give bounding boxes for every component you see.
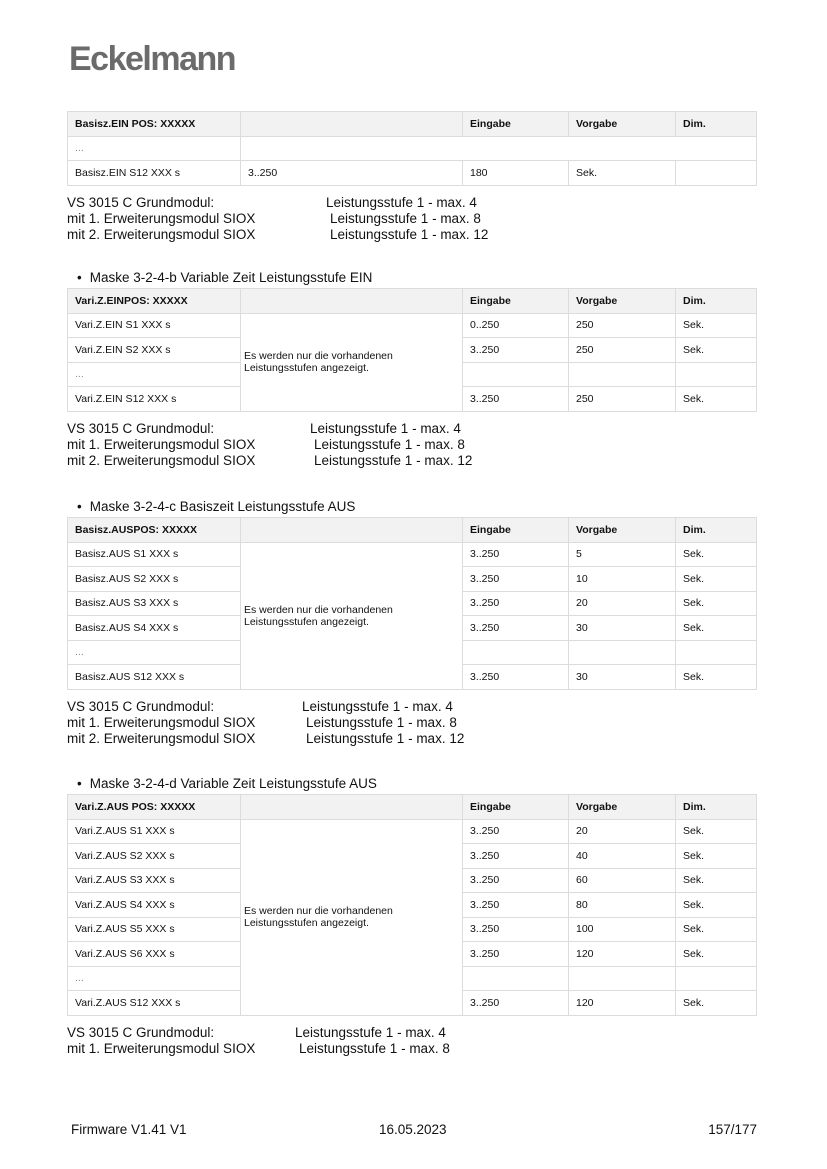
header-cell	[241, 518, 463, 543]
module-limit: Leistungsstufe 1 - max. 8	[299, 1040, 450, 1056]
note-cell: Es werden nur die vorhandenen Leistungsstufen angezeigt.	[241, 542, 463, 689]
mask-heading	[77, 270, 756, 284]
module-name: mit 1. Erweiterungsmodul SIOX	[67, 210, 256, 226]
footer-firmware: Firmware V1.41 V1	[71, 1122, 187, 1137]
module-notes	[67, 195, 756, 243]
dim-cell: Sek.	[676, 868, 757, 893]
module-notes	[67, 699, 756, 747]
table-header-row	[68, 518, 757, 543]
module-name: VS 3015 C Grundmodul:	[67, 1024, 215, 1040]
module-name: VS 3015 C Grundmodul:	[67, 698, 215, 714]
parameter-name: Vari.Z.AUS S2 XXX s	[68, 844, 241, 869]
module-limit: Leistungsstufe 1 - max. 12	[314, 452, 473, 468]
parameter-table	[67, 517, 757, 690]
module-note-line	[67, 421, 756, 437]
module-note-line	[67, 211, 756, 227]
section-3	[67, 499, 756, 747]
vorgabe-cell: 20	[569, 591, 676, 616]
vorgabe-cell	[569, 966, 676, 991]
row-ellipsis: ...	[68, 136, 241, 161]
dim-cell	[676, 966, 757, 991]
header-cell: Dim.	[676, 795, 757, 820]
vorgabe-cell	[569, 640, 676, 665]
module-name: mit 1. Erweiterungsmodul SIOX	[67, 436, 256, 452]
module-limit: Leistungsstufe 1 - max. 4	[302, 698, 453, 714]
vorgabe-cell	[569, 362, 676, 387]
module-limit: Leistungsstufe 1 - max. 4	[310, 420, 461, 436]
header-cell: Vorgabe	[569, 795, 676, 820]
vorgabe-cell: 250	[569, 338, 676, 363]
section-4	[67, 776, 756, 1057]
header-cell: Vari.Z.AUS POS: XXXXX	[68, 795, 241, 820]
parameter-table	[67, 794, 757, 1016]
mask-title: Maske 3-2-4-c Basiszeit Leistungsstufe AUS	[89, 499, 356, 514]
parameter-name: Vari.Z.AUS S12 XXX s	[68, 991, 241, 1016]
section-1	[67, 111, 756, 243]
row-ellipsis: ...	[68, 966, 241, 991]
dim-cell: Sek.	[676, 591, 757, 616]
header-cell: Dim.	[676, 112, 757, 137]
module-name: VS 3015 C Grundmodul:	[67, 194, 215, 210]
vorgabe-cell: 20	[569, 819, 676, 844]
module-note-line	[67, 195, 756, 211]
eingabe-cell: 0..250	[463, 313, 569, 338]
mask-heading	[77, 776, 756, 790]
dim-cell: Sek.	[676, 616, 757, 641]
cell	[676, 161, 757, 186]
eingabe-cell: 3..250	[463, 844, 569, 869]
header-cell: Vorgabe	[569, 112, 676, 137]
cell: Basisz.EIN S12 XXX s	[68, 161, 241, 186]
cell: 3..250	[241, 161, 463, 186]
module-name: VS 3015 C Grundmodul:	[67, 420, 215, 436]
header-cell: Eingabe	[463, 112, 569, 137]
module-limit: Leistungsstufe 1 - max. 12	[330, 226, 489, 242]
eingabe-cell: 3..250	[463, 917, 569, 942]
module-limit: Leistungsstufe 1 - max. 8	[330, 210, 481, 226]
dim-cell: Sek.	[676, 991, 757, 1016]
parameter-name: Vari.Z.AUS S1 XXX s	[68, 819, 241, 844]
table-row	[68, 161, 757, 186]
parameter-name: Vari.Z.AUS S4 XXX s	[68, 893, 241, 918]
header-cell: Dim.	[676, 518, 757, 543]
mask-heading	[77, 499, 756, 513]
parameter-name: Vari.Z.AUS S5 XXX s	[68, 917, 241, 942]
eingabe-cell	[463, 966, 569, 991]
cell: 180	[463, 161, 569, 186]
vorgabe-cell: 250	[569, 313, 676, 338]
eingabe-cell: 3..250	[463, 591, 569, 616]
header-cell: Basisz.EIN POS: XXXXX	[68, 112, 241, 137]
header-cell: Eingabe	[463, 289, 569, 314]
parameter-table	[67, 288, 757, 412]
eingabe-cell: 3..250	[463, 338, 569, 363]
module-notes	[67, 421, 756, 469]
vorgabe-cell: 60	[569, 868, 676, 893]
module-notes	[67, 1025, 756, 1057]
module-note-line	[67, 699, 756, 715]
eingabe-cell: 3..250	[463, 567, 569, 592]
vorgabe-cell: 100	[569, 917, 676, 942]
empty-cell	[241, 136, 757, 161]
row-ellipsis: ...	[68, 362, 241, 387]
eingabe-cell	[463, 640, 569, 665]
parameter-name: Vari.Z.EIN S12 XXX s	[68, 387, 241, 412]
module-limit: Leistungsstufe 1 - max. 8	[314, 436, 465, 452]
module-limit: Leistungsstufe 1 - max. 4	[326, 194, 477, 210]
vorgabe-cell: 40	[569, 844, 676, 869]
table-row	[68, 819, 757, 844]
vorgabe-cell: 10	[569, 567, 676, 592]
vorgabe-cell: 250	[569, 387, 676, 412]
module-name: mit 2. Erweiterungsmodul SIOX	[67, 730, 256, 746]
eingabe-cell: 3..250	[463, 819, 569, 844]
module-limit: Leistungsstufe 1 - max. 4	[295, 1024, 446, 1040]
parameter-name: Basisz.AUS S1 XXX s	[68, 542, 241, 567]
dim-cell: Sek.	[676, 338, 757, 363]
vorgabe-cell: 120	[569, 991, 676, 1016]
header-cell: Vorgabe	[569, 518, 676, 543]
mask-title: Maske 3-2-4-d Variable Zeit Leistungsstufe AUS	[89, 776, 377, 791]
header-cell	[241, 795, 463, 820]
module-note-line	[67, 227, 756, 243]
eingabe-cell: 3..250	[463, 942, 569, 967]
dim-cell: Sek.	[676, 819, 757, 844]
eingabe-cell: 3..250	[463, 616, 569, 641]
eingabe-cell: 3..250	[463, 893, 569, 918]
parameter-table	[67, 111, 757, 186]
eckelmann-logo: Eckelmann	[69, 40, 236, 78]
footer-date: 16.05.2023	[379, 1122, 447, 1137]
header-cell: Eingabe	[463, 518, 569, 543]
bullet-icon: •	[77, 270, 82, 285]
header-cell: Dim.	[676, 289, 757, 314]
vorgabe-cell: 80	[569, 893, 676, 918]
eingabe-cell: 3..250	[463, 542, 569, 567]
module-note-line	[67, 715, 756, 731]
header-cell: Basisz.AUSPOS: XXXXX	[68, 518, 241, 543]
dim-cell: Sek.	[676, 917, 757, 942]
dim-cell: Sek.	[676, 313, 757, 338]
header-cell: Vorgabe	[569, 289, 676, 314]
parameter-name: Vari.Z.AUS S6 XXX s	[68, 942, 241, 967]
eingabe-cell: 3..250	[463, 868, 569, 893]
eingabe-cell: 3..250	[463, 991, 569, 1016]
module-name: mit 2. Erweiterungsmodul SIOX	[67, 226, 256, 242]
parameter-name: Vari.Z.AUS S3 XXX s	[68, 868, 241, 893]
note-cell: Es werden nur die vorhandenen Leistungsstufen angezeigt.	[241, 313, 463, 411]
vorgabe-cell: 5	[569, 542, 676, 567]
header-cell: Vari.Z.EINPOS: XXXXX	[68, 289, 241, 314]
module-name: mit 1. Erweiterungsmodul SIOX	[67, 714, 256, 730]
dim-cell: Sek.	[676, 942, 757, 967]
table-header-row	[68, 112, 757, 137]
module-note-line	[67, 437, 756, 453]
table-header-row	[68, 795, 757, 820]
module-note-line	[67, 1041, 756, 1057]
parameter-name: Vari.Z.EIN S1 XXX s	[68, 313, 241, 338]
eingabe-cell	[463, 362, 569, 387]
vorgabe-cell: 30	[569, 616, 676, 641]
dim-cell: Sek.	[676, 844, 757, 869]
dim-cell: Sek.	[676, 893, 757, 918]
header-cell: Eingabe	[463, 795, 569, 820]
eingabe-cell: 3..250	[463, 387, 569, 412]
table-header-row	[68, 289, 757, 314]
vorgabe-cell: 30	[569, 665, 676, 690]
bullet-icon: •	[77, 776, 82, 791]
header-cell	[241, 289, 463, 314]
table-row	[68, 136, 757, 161]
dim-cell	[676, 640, 757, 665]
header-cell	[241, 112, 463, 137]
module-note-line	[67, 453, 756, 469]
note-cell: Es werden nur die vorhandenen Leistungsstufen angezeigt.	[241, 819, 463, 1015]
dim-cell	[676, 362, 757, 387]
parameter-name: Basisz.AUS S4 XXX s	[68, 616, 241, 641]
footer-page-number: 157/177	[708, 1122, 757, 1137]
bullet-icon: •	[77, 499, 82, 514]
vorgabe-cell: 120	[569, 942, 676, 967]
dim-cell: Sek.	[676, 665, 757, 690]
parameter-name: Basisz.AUS S12 XXX s	[68, 665, 241, 690]
eingabe-cell: 3..250	[463, 665, 569, 690]
dim-cell: Sek.	[676, 387, 757, 412]
parameter-name: Basisz.AUS S2 XXX s	[68, 567, 241, 592]
module-limit: Leistungsstufe 1 - max. 8	[306, 714, 457, 730]
module-name: mit 1. Erweiterungsmodul SIOX	[67, 1040, 256, 1056]
dim-cell: Sek.	[676, 542, 757, 567]
table-row	[68, 313, 757, 338]
cell: Sek.	[569, 161, 676, 186]
mask-title: Maske 3-2-4-b Variable Zeit Leistungsstufe EIN	[89, 270, 373, 285]
module-name: mit 2. Erweiterungsmodul SIOX	[67, 452, 256, 468]
parameter-name: Basisz.AUS S3 XXX s	[68, 591, 241, 616]
module-limit: Leistungsstufe 1 - max. 12	[306, 730, 465, 746]
section-2	[67, 270, 756, 469]
parameter-name: Vari.Z.EIN S2 XXX s	[68, 338, 241, 363]
dim-cell: Sek.	[676, 567, 757, 592]
table-row	[68, 542, 757, 567]
row-ellipsis: ...	[68, 640, 241, 665]
module-note-line	[67, 1025, 756, 1041]
module-note-line	[67, 731, 756, 747]
